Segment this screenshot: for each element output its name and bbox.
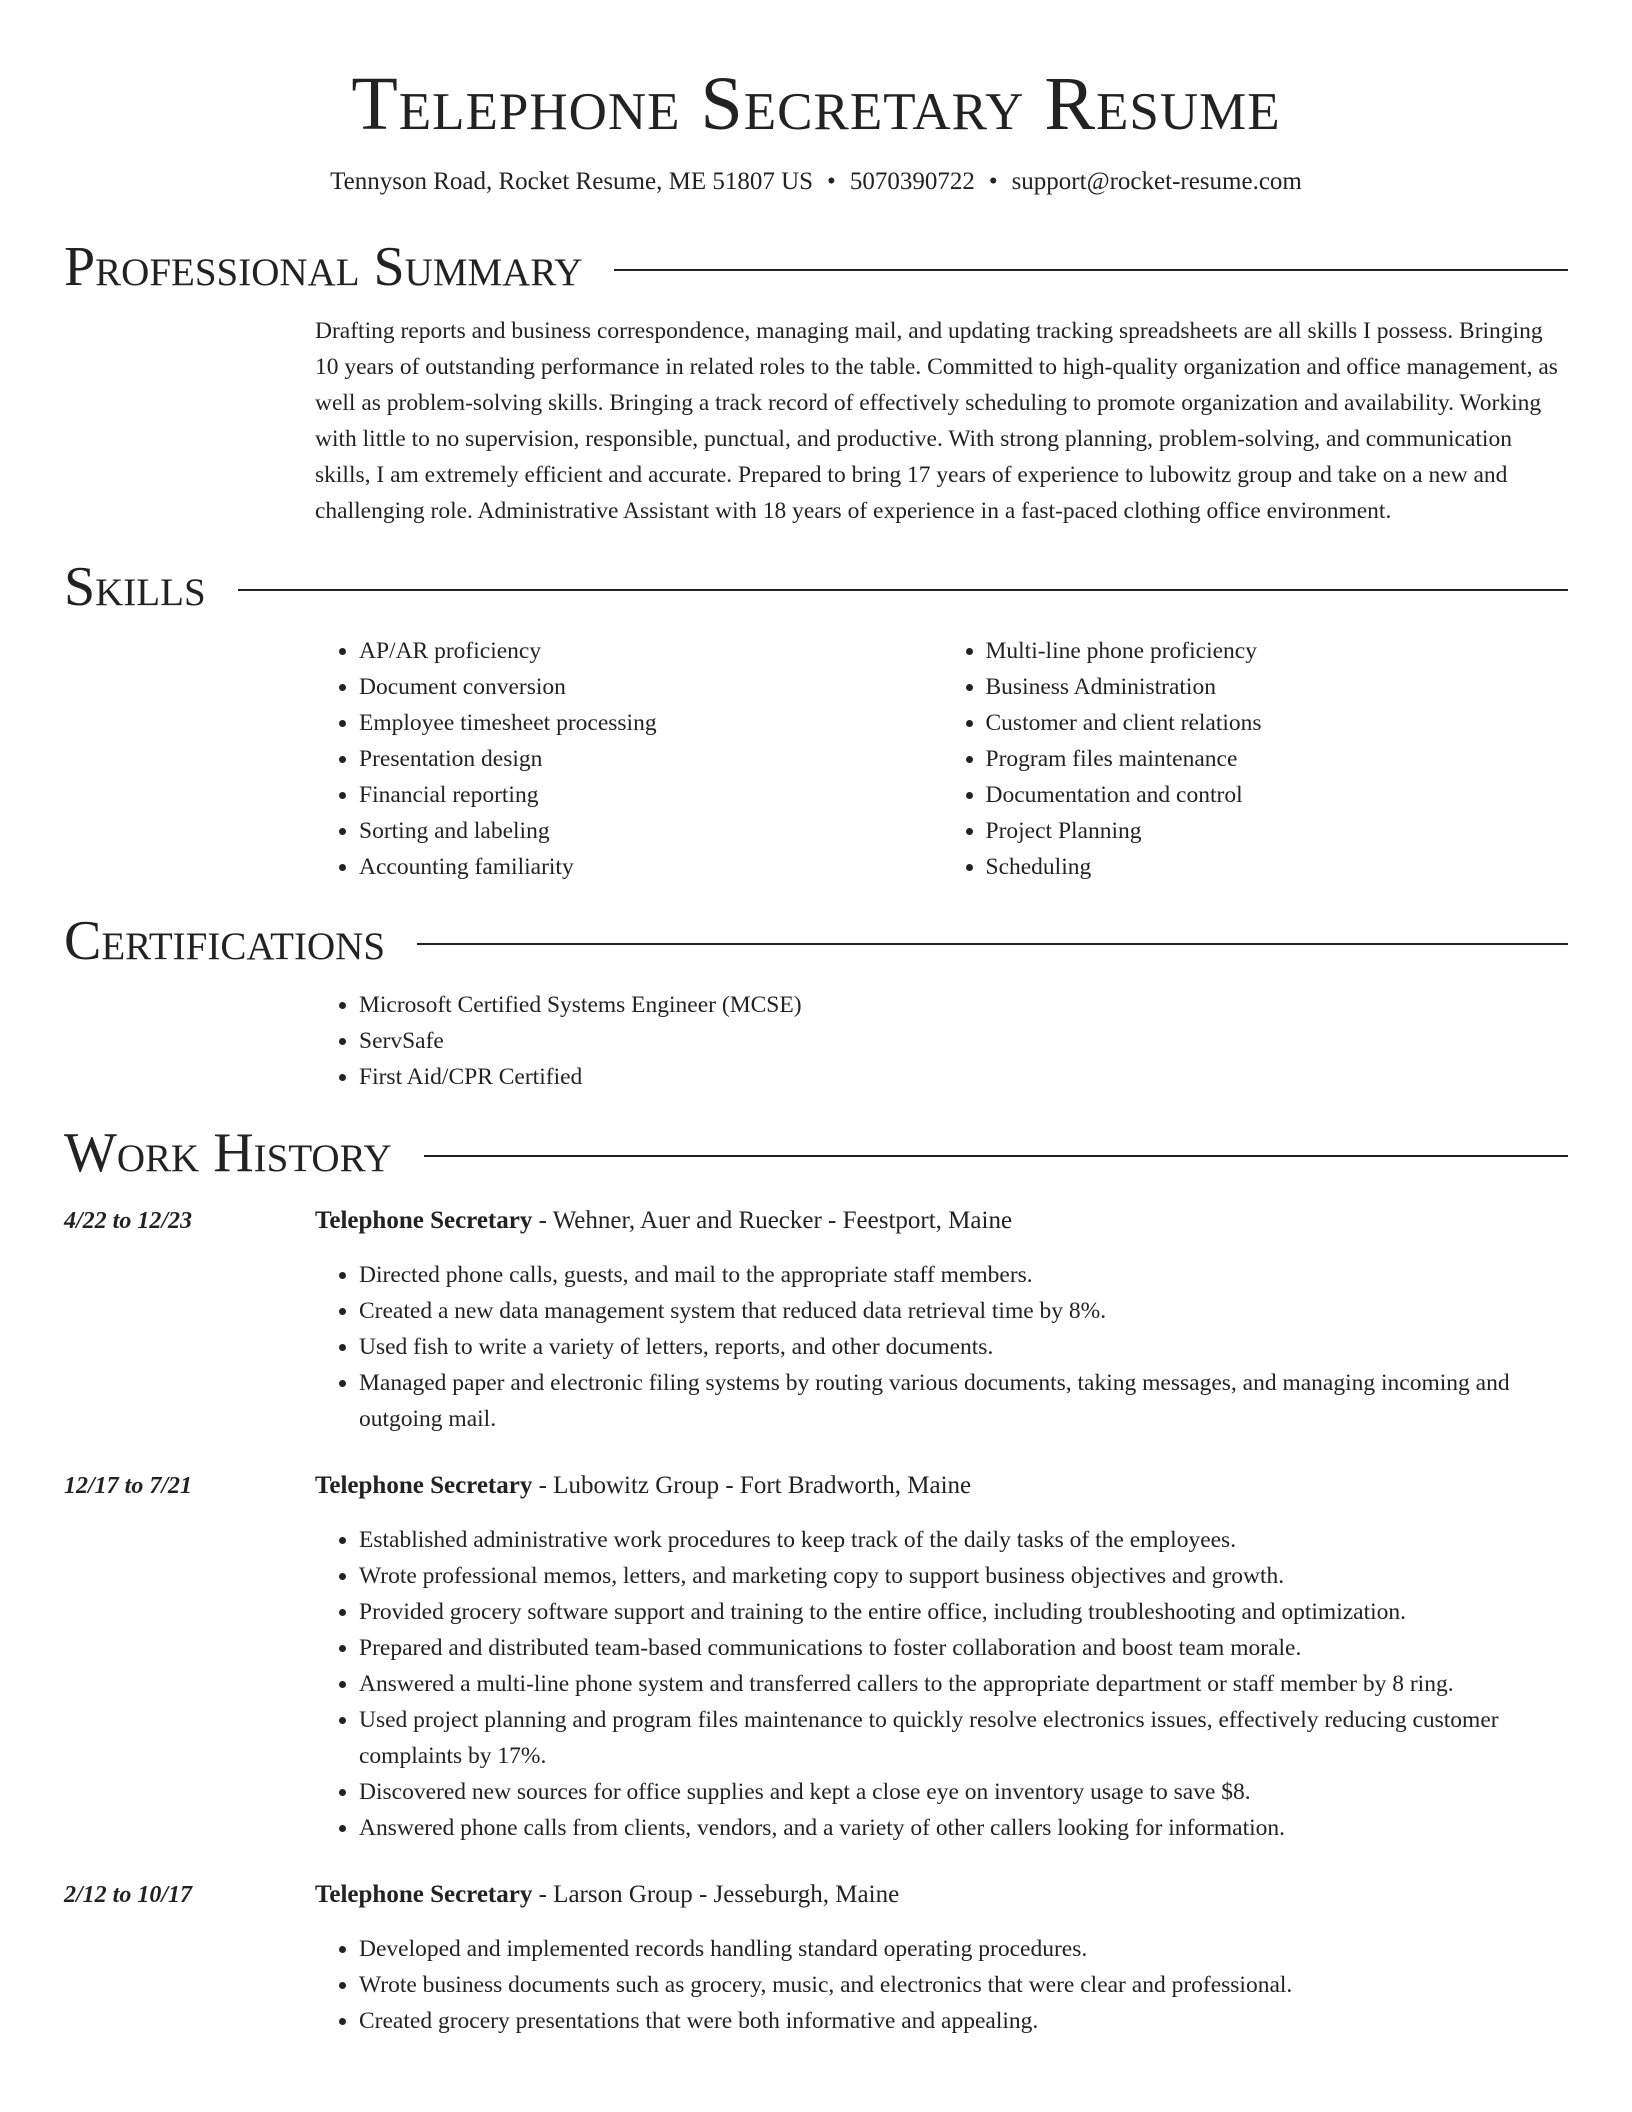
job-bullet: • Wrote business documents such as grocery, music, and electronics that were clear and professional. (359, 1967, 1568, 2003)
job-role: Telephone Secretary (315, 1881, 533, 1908)
job-bullet: • Discovered new sources for office supplies and kept a close eye on inventory usage to save $8. (359, 1774, 1568, 1810)
job-info (315, 1877, 1568, 2039)
job-role: Telephone Secretary (315, 1472, 533, 1499)
certification-item: • Microsoft Certified Systems Engineer (MCSE) (359, 987, 1568, 1023)
job-dates: 2/12 to 10/17 (64, 1882, 193, 1908)
skill-item: • Accounting familiarity (359, 849, 942, 885)
skills-column-right (942, 633, 1569, 885)
job-employer: - Larson Group - Jesseburgh, Maine (532, 1881, 900, 1908)
job-heading (315, 1877, 1568, 1913)
section-divider (614, 269, 1568, 271)
job-bullet: • Prepared and distributed team-based communications to foster collaboration and boost team morale. (359, 1630, 1568, 1666)
job-entry (64, 1877, 1568, 2039)
job-bullet: • Created a new data management system that reduced data retrieval time by 8%. (359, 1293, 1568, 1329)
resume-title: Telephone Secretary Resume (351, 62, 1281, 146)
job-bullets (315, 1522, 1568, 1846)
job-heading (315, 1468, 1568, 1504)
contact-email: support@rocket-resume.com (1011, 168, 1302, 195)
skill-item: • Project Planning (986, 813, 1569, 849)
skill-item: • Customer and client relations (986, 705, 1569, 741)
skills-column-left (315, 633, 942, 885)
work-section-title: Work History (64, 1122, 392, 1184)
work-section-header (64, 1121, 1568, 1185)
certification-item: • First Aid/CPR Certified (359, 1059, 1568, 1095)
job-bullet: • Directed phone calls, guests, and mail to the appropriate staff members. (359, 1257, 1568, 1293)
job-bullet: • Established administrative work procedures to keep track of the daily tasks of the employees. (359, 1522, 1568, 1558)
job-heading (315, 1203, 1568, 1239)
skill-item: • Business Administration (986, 669, 1569, 705)
job-bullet: • Wrote professional memos, letters, and marketing copy to support business objectives and growth. (359, 1558, 1568, 1594)
job-dates: 12/17 to 7/21 (64, 1473, 193, 1499)
job-employer: - Lubowitz Group - Fort Bradworth, Maine (532, 1472, 972, 1499)
job-bullets (315, 1931, 1568, 2039)
certifications-section-header (64, 909, 1568, 973)
skill-item: • Employee timesheet processing (359, 705, 942, 741)
skill-item: • Multi-line phone proficiency (986, 633, 1569, 669)
section-divider (238, 589, 1568, 591)
job-bullet: • Answered a multi-line phone system and transferred callers to the appropriate department or staff member by 8 ring. (359, 1666, 1568, 1702)
skills-list (315, 633, 1568, 885)
skills-section-header (64, 555, 1568, 619)
skills-section-title: Skills (64, 556, 206, 618)
contact-phone: 5070390722 (849, 168, 975, 195)
section-divider (424, 1155, 1568, 1157)
skill-item: • Documentation and control (986, 777, 1569, 813)
job-bullet: • Managed paper and electronic filing systems by routing various documents, taking messages, and managing incoming and outgoing mail. (359, 1365, 1568, 1437)
skill-item: • Program files maintenance (986, 741, 1569, 777)
skill-item: • AP/AR proficiency (359, 633, 942, 669)
job-bullet: • Created grocery presentations that were both informative and appealing. (359, 2003, 1568, 2039)
job-bullet: • Provided grocery software support and training to the entire office, including troubleshooting and optimization. (359, 1594, 1568, 1630)
summary-text: Drafting reports and business correspondence, managing mail, and updating tracking spreadsheets are all skills I possess. Bringing 10 years of outstanding performance in related roles to the table. Committed to high-quality organization and office management, as well as problem-solving skills. Bringing a track record of effectively scheduling to promote organization and availability. Working with little to no supervision, responsible, punctual, and productive. With strong planning, problem-solving, and communication skills, I am extremely efficient and accurate. Prepared to bring 17 years of experience to lubowitz group and take on a new and challenging role. Administrative Assistant with 18 years of experience in a fast-paced clothing office environment. (315, 318, 1558, 524)
skill-item: • Presentation design (359, 741, 942, 777)
job-bullet: • Used project planning and program files maintenance to quickly resolve electronics issues, effectively reducing customer complaints by 17%. (359, 1702, 1568, 1774)
certification-item: • ServSafe (359, 1023, 1568, 1059)
job-info (315, 1468, 1568, 1846)
skill-item: • Document conversion (359, 669, 942, 705)
contact-separator: • (827, 168, 836, 195)
job-info (315, 1203, 1568, 1437)
contact-line (64, 166, 1568, 198)
contact-address: Tennyson Road, Rocket Resume, ME 51807 US (330, 168, 814, 195)
summary-section-title: Professional Summary (64, 236, 583, 298)
job-dates: 4/22 to 12/23 (64, 1208, 193, 1234)
contact-separator: • (988, 168, 998, 195)
certifications-list (315, 987, 1568, 1095)
job-bullet: • Developed and implemented records handling standard operating procedures. (359, 1931, 1568, 1967)
job-bullet: • Answered phone calls from clients, vendors, and a variety of other callers looking for information. (359, 1810, 1568, 1846)
section-divider (417, 943, 1568, 945)
job-role: Telephone Secretary (315, 1207, 533, 1234)
skill-item: • Sorting and labeling (359, 813, 942, 849)
job-bullets (315, 1257, 1568, 1437)
skill-item: • Scheduling (986, 849, 1569, 885)
job-entry (64, 1203, 1568, 1437)
job-entry (64, 1468, 1568, 1846)
resume-page (64, 0, 1568, 2039)
job-employer: - Wehner, Auer and Ruecker - Feestport, Maine (532, 1207, 1013, 1234)
skill-item: • Financial reporting (359, 777, 942, 813)
job-bullet: • Used fish to write a variety of letters, reports, and other documents. (359, 1329, 1568, 1365)
summary-section-header (64, 235, 1568, 299)
certifications-section-title: Certifications (64, 910, 386, 972)
